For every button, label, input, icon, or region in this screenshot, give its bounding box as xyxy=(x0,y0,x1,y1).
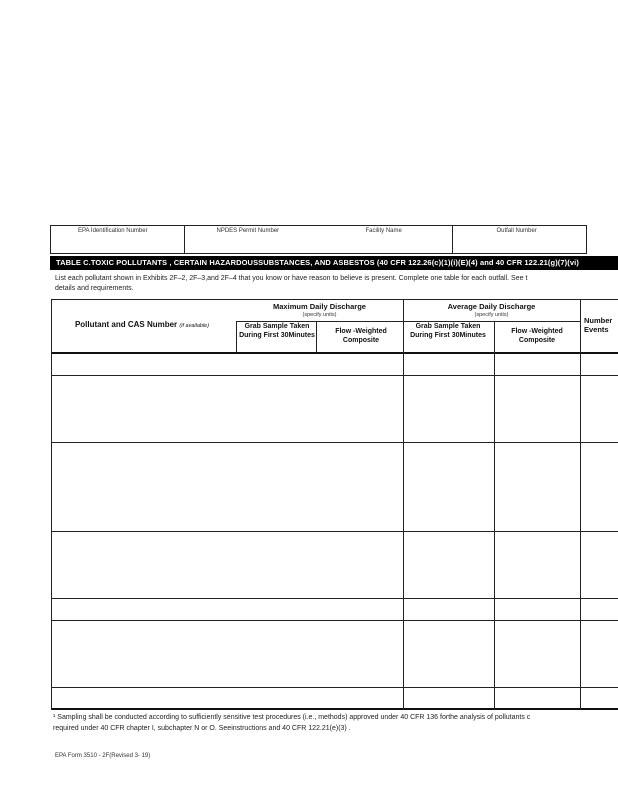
max-avg-divider xyxy=(403,299,404,710)
row-divider xyxy=(51,687,618,688)
avg-grab-header: Grab Sample Taken During First 30Minutes xyxy=(410,323,486,339)
instructions xyxy=(55,274,618,294)
row-divider xyxy=(51,375,618,376)
events-column-divider xyxy=(580,299,581,710)
row-divider xyxy=(51,620,618,621)
npdes-facility-field[interactable] xyxy=(185,226,453,253)
facility-label: Facility Name xyxy=(365,228,402,234)
pollutant-header-label: Pollutant and CAS Number xyxy=(74,320,178,329)
outfall-label: Outfall Number xyxy=(496,228,537,234)
pollutant-header-note: (if available) xyxy=(179,323,210,329)
events-header: Number Events xyxy=(584,316,613,334)
max-daily-header: Maximum Daily Discharge xyxy=(273,302,366,311)
footnote-line-2: required under 40 CFR chapter I, subchapter N or O. Seeinstructions and 40 CFR 122.21(e)(3) . xyxy=(53,725,351,732)
max-subcolumn-divider xyxy=(316,321,317,353)
epa-id-field[interactable] xyxy=(51,226,185,253)
max-grab-header: Grab Sample Taken During First 30Minutes xyxy=(239,323,315,339)
form-number: EPA Form 3510 - 2F(Revised 3- 19) xyxy=(55,753,151,759)
table-bottom-border xyxy=(51,708,618,710)
identification-header xyxy=(50,225,587,254)
instructions-line-1: List each pollutant shown in Exhibits 2F–2, 2F–3,and 2F–4 that you know or have reason to believe is present. Complete one table for each outfall. See t xyxy=(55,275,528,282)
epa-id-label: EPA Identification Number xyxy=(78,228,148,234)
pollutant-column-divider xyxy=(236,321,237,353)
npdes-label: NPDES Permit Number xyxy=(216,228,280,234)
pollutant-column-header xyxy=(52,320,232,329)
footnote xyxy=(53,712,618,734)
footnote-line-1: ¹ Sampling shall be conducted according to sufficiently sensitive test procedures (i.e., methods) approved under 40 CFR 136 forthe analysis of pollutants c xyxy=(53,714,531,721)
avg-subcolumn-divider xyxy=(494,321,495,710)
table-left-border xyxy=(51,299,52,710)
instructions-line-2: details and requirements. xyxy=(55,285,134,292)
row-divider xyxy=(51,442,618,443)
table-top-border xyxy=(51,299,618,300)
row-divider xyxy=(51,598,618,599)
max-flow-header: Flow -Weighted Composite xyxy=(335,328,387,344)
avg-daily-units: (specify units) xyxy=(474,312,509,318)
avg-flow-header: Flow -Weighted Composite xyxy=(511,328,563,344)
max-daily-units: (specify units) xyxy=(302,312,337,318)
table-title: TABLE C.TOXIC POLLUTANTS , CERTAIN HAZARDOUSSUBSTANCES, AND ASBESTOS (40 CFR 122.26(c)(1)(i)(E)(4) and 40 CFR 122.21(g)(7)(vi) xyxy=(50,256,618,270)
header-bottom-border xyxy=(51,352,618,354)
outfall-field[interactable] xyxy=(453,226,587,253)
row-divider xyxy=(51,531,618,532)
avg-daily-header: Average Daily Discharge xyxy=(447,302,536,311)
